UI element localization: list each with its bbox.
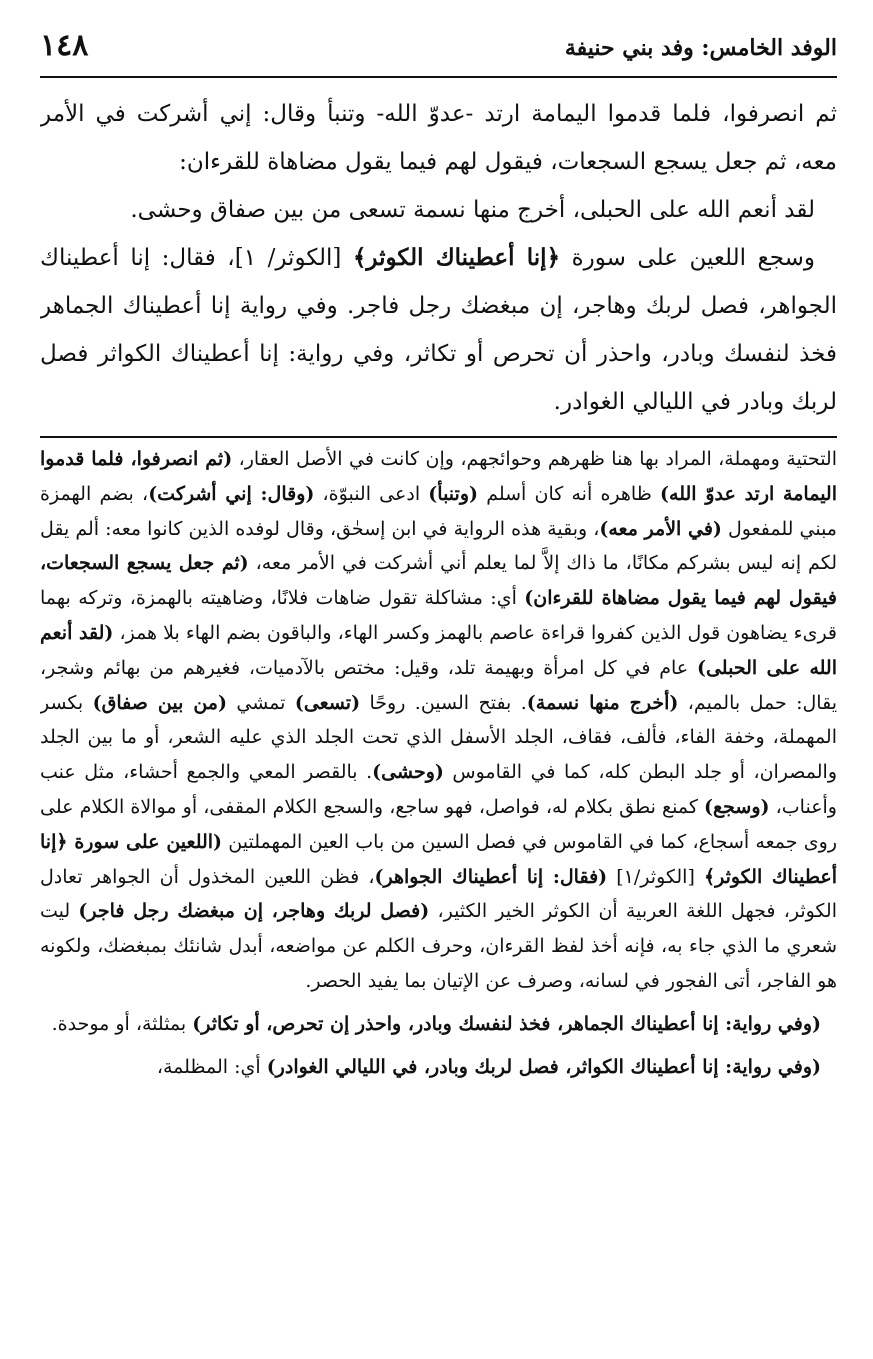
commentary-text: عام في كل امرأة وبهيمة تلد، وقيل: مختص بالآدميات، فغيرهم من بهائم وشجر، يقال: حمل بالميم، — [40, 656, 837, 714]
commentary-text: ادعى النبوّة، — [314, 482, 429, 505]
matn-quote: (أخرج منها نسمة) — [526, 691, 679, 714]
matn-quote: (فصل لربك وهاجر، إن مبغضك رجل فاجر) — [78, 900, 430, 923]
matn-quote: (وقال: إني أشركت) — [148, 482, 315, 505]
matn-quote: (تسعى) — [294, 691, 361, 714]
chapter-title: الوفد الخامس: وفد بني حنيفة — [564, 35, 837, 61]
commentary-text: ليت شعري ما الذي جاء به، فإنه أخذ لفظ القرءان، وحرف الكلم عن مواضعه، أبدل شانئك بمبغضك، ولكونه هو الفاجر، أتى الفجور في لسانه، وصرف عن الإتيان بما يفيد الحصر. — [40, 900, 837, 992]
matn-quote: (اللعين على سورة ﴿إنا أعطيناك الكوثر﴾ — [40, 830, 837, 888]
page-number: ١٤٨ — [40, 28, 89, 63]
matn-quote: (وتنبأ) — [428, 482, 478, 505]
commentary-text: ، بضم الهمزة مبني للمفعول — [40, 482, 837, 540]
commentary — [40, 442, 837, 1084]
main-text — [40, 90, 837, 426]
commentary-text: . بفتح السين. روحًا — [360, 691, 527, 714]
commentary-text: كمنع نطق بكلام له، فواصل، فهو ساجع، والسجع الكلام المقفى، أو موالاة الكلام على روى جمعه أسجاع، كما في القاموس في فصل السين من باب العين المهملتين — [40, 795, 837, 853]
commentary-text: ، فظن اللعين المخذول أن الجواهر تعادل الكوثر، فجهل اللغة العربية أن الكوثر الخير الكثير، — [40, 865, 837, 923]
main-text-run: [الكوثر/ ١]، فقال: إنا أعطيناك الجواهر، فصل لربك وهاجر، إن مبغضك رجل فاجر. وفي رواية إنا أعطيناك الجماهر فخذ لنفسك وبادر، واحذر أن تحرص أو تكاثر، وفي رواية: إنا أعطيناك الكواثر فصل لربك وبادر في الليالي الغوادر. — [40, 245, 837, 415]
footnote-separator — [40, 436, 837, 438]
matn-quote: (وفي رواية: إنا أعطيناك الكواثر، فصل لربك وبادر، في الليالي الغوادر) — [266, 1055, 821, 1078]
matn-quote: (وفي رواية: إنا أعطيناك الجماهر، فخذ لنفسك وبادر، واحذر إن تحرص، أو تكاثر) — [192, 1012, 821, 1035]
running-header — [40, 20, 837, 78]
commentary-text: التحتية ومهملة، المراد بها هنا ظهرهم وحوائجهم، وإن كانت في الأصل العقار، — [232, 448, 837, 470]
book-page — [40, 20, 837, 1340]
matn-quote: (من بين صفاق) — [92, 691, 227, 714]
main-paragraph: لقد أنعم الله على الحبلى، أخرج منها نسمة تسعى من بين صفاق وحشى. — [130, 197, 815, 223]
commentary-text: . بالقصر المعي والجمع أحشاء، مثل عنب وأعناب، — [40, 761, 837, 818]
matn-quote: (ثم جعل يسجع السجعات، فيقول لهم فيما يقول مضاهاة للقرءان) — [40, 552, 837, 610]
matn-quote: (وحشى) — [372, 761, 444, 784]
matn-quote: (فقال: إنا أعطيناك الجواهر) — [374, 865, 608, 888]
commentary-paragraph — [40, 1007, 837, 1042]
commentary-text: بكسر المهملة، وخفة الفاء، فألف، فقاف، الجلد الأسفل الذي تحت الجلد الذي عليه الشعر، أو ما بين الجلد والمصران، أو جلد البطن كله، كما في القاموس — [40, 691, 837, 784]
main-paragraph: ثم انصرفوا، فلما قدموا اليمامة ارتد -عدوّ الله- وتنبأ وقال: إني أشركت في الأمر معه، ثم جعل يسجع السجعات، فيقول لهم فيما يقول مضاهاة للقرءان: — [40, 101, 837, 175]
main-text-run: وسجع اللعين على سورة — [560, 245, 816, 271]
matn-quote: (لقد أنعم الله على الحبلى) — [40, 621, 837, 679]
commentary-text: ظاهره أنه كان أسلم — [478, 482, 661, 505]
commentary-text: تمشي — [226, 691, 295, 714]
commentary-text: ، وبقية هذه الرواية في ابن إسحٰق، وقال لوفده الذين كانوا معه: ألم يقل لكم إنه ليس بشركم مكانًا، ما ذاك إلاَّ لما يعلم أني أشركت في الأمر معه، — [40, 517, 837, 575]
commentary-paragraph — [40, 442, 837, 999]
commentary-text: أي: المظلمة، — [156, 1055, 267, 1078]
commentary-text: أي: مشاكلة تقول ضاهات فلانًا، وضاهيته بالهمزة، وتركه بهما قرىء يضاهون قول الذين كفروا قراءة عاصم بالهمز وكسر الهاء، والباقون بضم الهاء بلا همز، — [40, 587, 837, 644]
commentary-text: بمثلثة، أو موحدة. — [51, 1012, 193, 1035]
matn-quote: (وسجع) — [704, 795, 770, 818]
commentary-text: [الكوثر/١] — [607, 865, 704, 888]
matn-quote: (في الأمر معه) — [599, 517, 722, 540]
quran-quote: ﴿إنا أعطيناك الكوثر﴾ — [352, 244, 561, 271]
commentary-paragraph — [40, 1050, 837, 1085]
main-paragraph — [40, 234, 837, 426]
matn-quote: (ثم انصرفوا، فلما قدموا اليمامة ارتد عدوّ الله) — [40, 448, 837, 505]
